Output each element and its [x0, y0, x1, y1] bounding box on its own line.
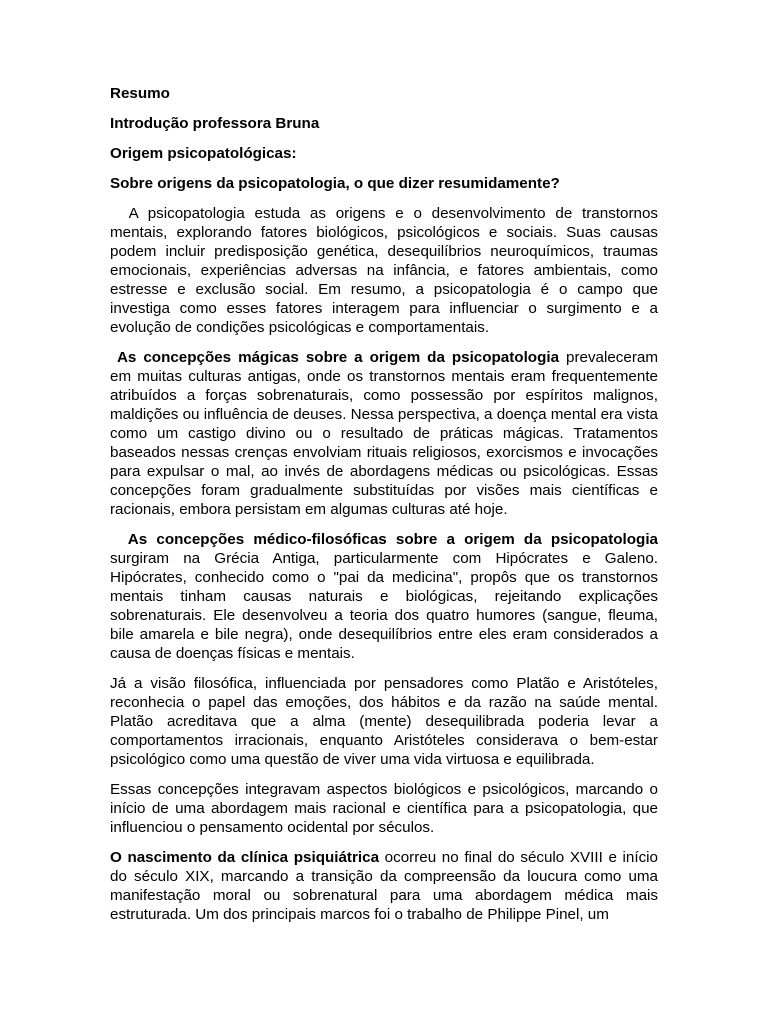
- paragraph-magicas-lead: As concepções mágicas sobre a origem da psicopatologia: [110, 349, 560, 366]
- paragraph-medico-filosoficas-text: surgiram na Grécia Antiga, particularmente com Hipócrates e Galeno. Hipócrates, conhecido como o "pai da medicina", propôs que os transtornos mentais tinham causas naturais e biológicas, rejeitando explicações sobrenaturais. Ele desenvolveu a teoria dos quatro humores (sangue, fleuma, bile amarela e bile negra), onde desequilíbrios entre eles eram considerados a causa de doenças físicas e mentais.: [110, 550, 658, 662]
- heading-resumo: Resumo: [110, 85, 170, 102]
- paragraph-clinica-lead: O nascimento da clínica psiquiátrica: [110, 849, 380, 866]
- heading-question: Sobre origens da psicopatologia, o que dizer resumidamente?: [110, 175, 560, 192]
- paragraph-clinica: [110, 848, 658, 924]
- paragraph-magicas: [110, 348, 658, 519]
- paragraph-concepcoes: [110, 780, 658, 837]
- paragraph-clinica-text: ocorreu no final do século XVIII e início do século XIX, marcando a transição da compreensão da loucura como uma manifestação moral ou sobrenatural para uma abordagem médica mais estruturada. Um dos principais marcos foi o trabalho de Philippe Pinel, um: [110, 849, 658, 923]
- document-page: [110, 84, 658, 935]
- heading-introducao: Introdução professora Bruna: [110, 115, 320, 132]
- paragraph-intro: [110, 204, 658, 337]
- paragraph-magicas-text: prevaleceram em muitas culturas antigas, onde os transtornos mentais eram frequentemente atribuídos a forças sobrenaturais, como possessão por espíritos malignos, maldições ou influência de deuses. Nessa perspectiva, a doença mental era vista como um castigo divino ou o resultado de práticas mágicas. Tratamentos baseados nessas crenças envolviam rituais religiosos, exorcismos e invocações para expulsar o mal, ao invés de abordagens médicas ou psicológicas. Essas concepções foram gradualmente substituídas por visões mais científicas e racionais, embora persistam em algumas culturas até hoje.: [110, 349, 659, 518]
- paragraph-intro-text: A psicopatologia estuda as origens e o desenvolvimento de transtornos mentais, explorando fatores biológicos, psicológicos e sociais. Suas causas podem incluir predisposição genética, desequilíbrios neuroquímicos, traumas emocionais, experiências adversas na infância, e fatores ambientais, como estresse e exclusão social. Em resumo, a psicopatologia é o campo que investiga como esses fatores interagem para influenciar o surgimento e a evolução de condições psicológicas e comportamentais.: [110, 205, 658, 336]
- paragraph-visao-filosofica: [110, 674, 658, 769]
- paragraph-visao-filosofica-text: Já a visão filosófica, influenciada por pensadores como Platão e Aristóteles, reconhecia o papel das emoções, dos hábitos e da razão na saúde mental. Platão acreditava que a alma (mente) desequilibrada poderia levar a comportamentos irracionais, enquanto Aristóteles considerava o bem-estar psicológico como uma questão de viver uma vida virtuosa e equilibrada.: [110, 675, 658, 768]
- heading-origem: Origem psicopatológicas:: [110, 145, 297, 162]
- paragraph-medico-filosoficas-lead: As concepções médico-filosóficas sobre a origem da psicopatologia: [110, 531, 658, 548]
- paragraph-medico-filosoficas: [110, 530, 658, 663]
- paragraph-concepcoes-text: Essas concepções integravam aspectos biológicos e psicológicos, marcando o início de uma abordagem mais racional e científica para a psicopatologia, que influenciou o pensamento ocidental por séculos.: [110, 781, 658, 836]
